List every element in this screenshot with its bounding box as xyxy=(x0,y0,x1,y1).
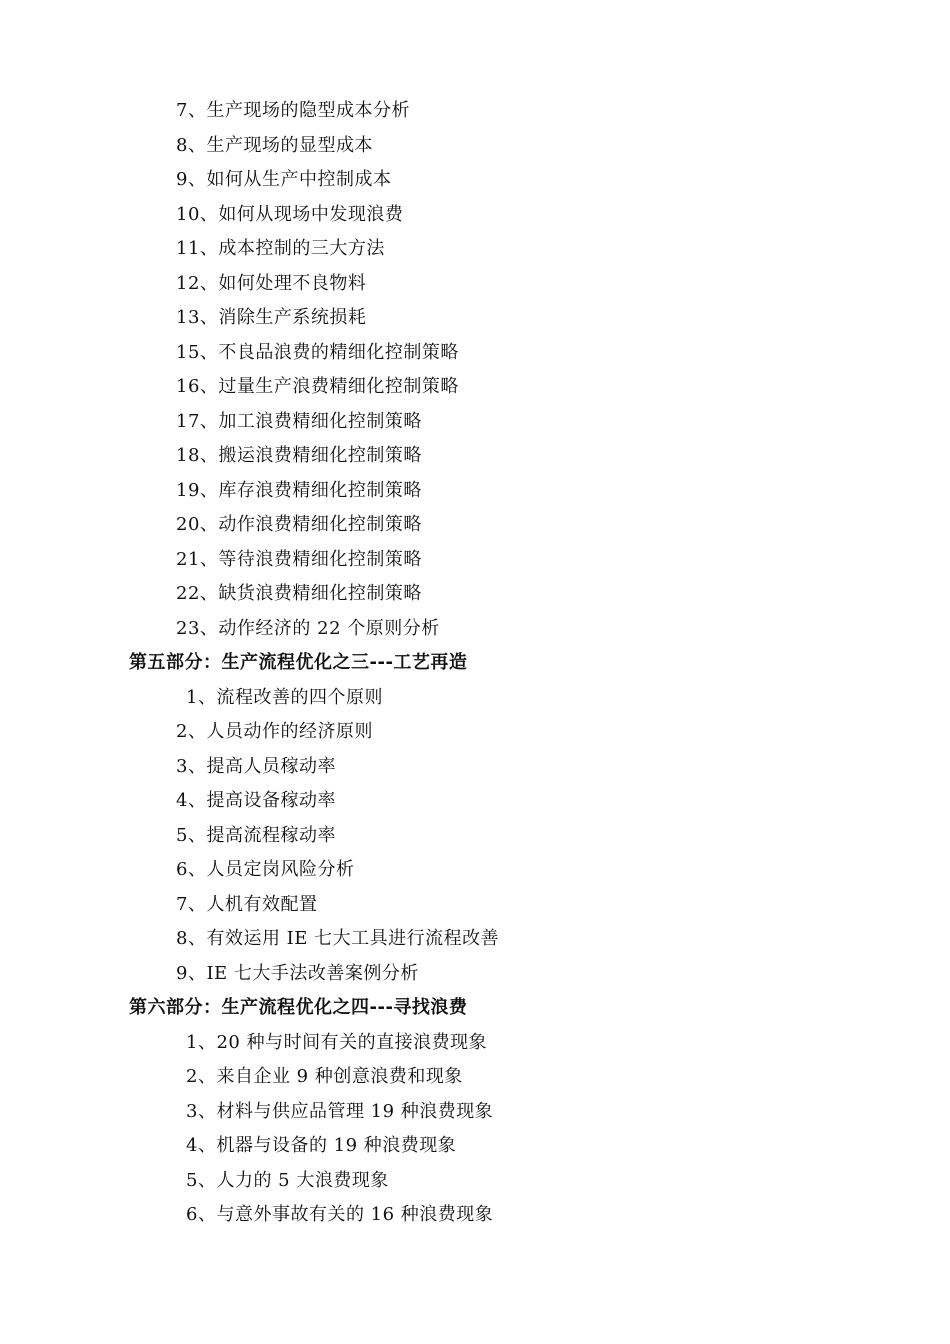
list-item: 7、人机有效配置 xyxy=(176,893,318,915)
list-item: 10、如何从现场中发现浪费 xyxy=(176,203,404,225)
list-item: 2、来自企业 9 种创意浪费和现象 xyxy=(186,1066,463,1087)
list-item: 6、人员定岗风险分析 xyxy=(176,859,355,880)
list-item: 19、库存浪费精细化控制策略 xyxy=(176,479,422,501)
list-item: 8、生产现场的显型成本 xyxy=(176,134,373,156)
list-item: 4、机器与设备的 19 种浪费现象 xyxy=(186,1135,457,1156)
section-heading-6: 第六部分：生产流程优化之四---寻找浪费 xyxy=(129,997,468,1018)
list-item: 18、搬运浪费精细化控制策略 xyxy=(176,445,422,466)
list-item: 3、材料与供应品管理 19 种浪费现象 xyxy=(186,1100,494,1122)
list-item: 6、与意外事故有关的 16 种浪费现象 xyxy=(186,1204,494,1225)
list-item: 1、20 种与时间有关的直接浪费现象 xyxy=(186,1031,488,1053)
list-item: 3、提高人员稼动率 xyxy=(176,755,336,777)
list-item: 20、动作浪费精细化控制策略 xyxy=(176,514,422,535)
list-item: 11、成本控制的三大方法 xyxy=(176,238,385,259)
list-item: 22、缺货浪费精细化控制策略 xyxy=(176,583,422,604)
list-item: 13、消除生产系统损耗 xyxy=(176,307,367,328)
list-item: 23、动作经济的 22 个原则分析 xyxy=(176,617,440,639)
list-item: 16、过量生产浪费精细化控制策略 xyxy=(176,376,459,397)
list-item: 12、如何处理不良物料 xyxy=(176,272,367,294)
list-item: 9、IE 七大手法改善案例分析 xyxy=(176,962,419,984)
list-item: 8、有效运用 IE 七大工具进行流程改善 xyxy=(176,928,500,949)
outline-content xyxy=(0,94,950,1233)
list-item: 15、不良品浪费的精细化控制策略 xyxy=(176,341,459,363)
section-heading-5: 第五部分：生产流程优化之三---工艺再造 xyxy=(129,652,468,673)
list-item: 17、加工浪费精细化控制策略 xyxy=(176,410,422,432)
list-item: 5、提高流程稼动率 xyxy=(176,824,336,846)
list-item: 4、提高设备稼动率 xyxy=(176,790,336,811)
list-item: 1、流程改善的四个原则 xyxy=(186,686,383,708)
list-item: 21、等待浪费精细化控制策略 xyxy=(176,548,422,570)
list-item: 2、人员动作的经济原则 xyxy=(176,721,373,742)
list-item: 5、人力的 5 大浪费现象 xyxy=(186,1169,389,1191)
list-item: 7、生产现场的隐型成本分析 xyxy=(176,100,410,121)
list-item: 9、如何从生产中控制成本 xyxy=(176,169,392,190)
